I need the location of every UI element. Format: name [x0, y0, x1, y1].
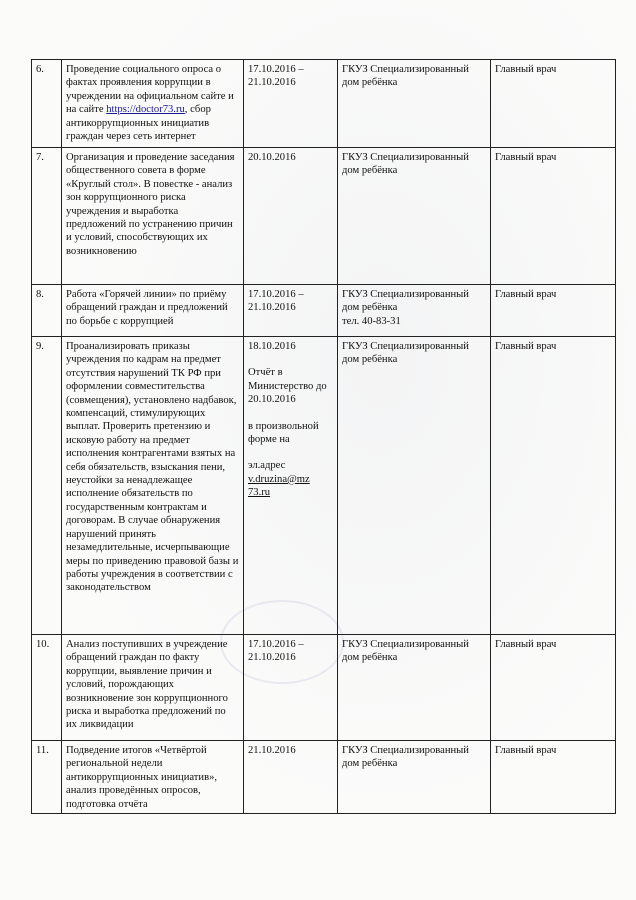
- organization-cell: ГКУЗ Специализированный дом ребёнка: [338, 337, 491, 635]
- activity-cell: Подведение итогов «Четвёртой региональной недели антикоррупционных инициатив», анализ проведённых опросов, подготовка отчёта: [62, 741, 244, 814]
- site-link[interactable]: https://doctor73.ru: [106, 104, 185, 116]
- organization-name: ГКУЗ Специализированный дом ребёнка: [342, 289, 469, 314]
- date-start: 17.10.2016 –: [248, 64, 304, 75]
- table-row: [32, 60, 616, 148]
- date-start: 17.10.2016 –: [248, 289, 304, 300]
- responsible-cell: Главный врач: [491, 285, 616, 337]
- report-format-note: в произвольной форме на: [248, 420, 319, 446]
- organization-cell: [338, 285, 491, 337]
- activity-text: Проведение социального опроса о фактах проявления коррупции в учреждении на официальном сайте и на сайте: [66, 64, 234, 116]
- row-number: 10.: [32, 635, 62, 741]
- date-value: 18.10.2016: [248, 341, 296, 352]
- table-row: [32, 285, 616, 337]
- date-end: 21.10.2016: [248, 302, 296, 314]
- organization-cell: ГКУЗ Специализированный дом ребёнка: [338, 148, 491, 285]
- email-label: эл.адрес: [248, 460, 286, 472]
- activity-cell: Анализ поступивших в учреждение обращений граждан по факту коррупции, выявление причин и условий, порождающих возникновение зон коррупционного риска и выработка предложений по их ликвидации: [62, 635, 244, 741]
- table-row: [32, 635, 616, 741]
- table-row: [32, 741, 616, 814]
- activity-text-continued: , сбор антикоррупционных инициатив граждан через сеть интернет: [66, 104, 211, 143]
- date-start: 17.10.2016 –: [248, 639, 304, 650]
- row-number: 6.: [32, 60, 62, 148]
- date-cell: [244, 337, 338, 635]
- report-note: Отчёт в Министерство до 20.10.2016: [248, 367, 327, 406]
- date-cell: 21.10.2016: [244, 741, 338, 814]
- date-cell: 20.10.2016: [244, 148, 338, 285]
- responsible-cell: Главный врач: [491, 60, 616, 148]
- activity-cell: Работа «Горячей линии» по приёму обращений граждан и предложений по борьбе с коррупцией: [62, 285, 244, 337]
- responsible-cell: Главный врач: [491, 741, 616, 814]
- responsible-cell: Главный врач: [491, 148, 616, 285]
- organization-cell: ГКУЗ Специализированный дом ребёнка: [338, 635, 491, 741]
- responsible-cell: Главный врач: [491, 635, 616, 741]
- responsible-cell: Главный врач: [491, 337, 616, 635]
- date-cell: [244, 635, 338, 741]
- events-plan-table: [31, 59, 616, 814]
- activity-cell: Организация и проведение заседания общественного совета в форме «Круглый стол». В повестке - анализ зон коррупционного риска учреждения и выработка предложений по устранению причин и условий, способствующих их возникновению: [62, 148, 244, 285]
- report-email-link[interactable]: v.druzina@mz 73.ru: [248, 473, 310, 499]
- date-end: 21.10.2016: [248, 77, 296, 89]
- date-cell: [244, 60, 338, 148]
- organization-cell: ГКУЗ Специализированный дом ребёнка: [338, 60, 491, 148]
- table-row: [32, 337, 616, 635]
- activity-cell: [62, 60, 244, 148]
- row-number: 8.: [32, 285, 62, 337]
- date-cell: [244, 285, 338, 337]
- organization-cell: ГКУЗ Специализированный дом ребёнка: [338, 741, 491, 814]
- table-row: [32, 148, 616, 285]
- activity-cell: Проанализировать приказы учреждения по кадрам на предмет отсутствия нарушений ТК РФ при оформлении совместительства (совмещения), установлено надбавок, компенсаций, стимулирующих выплат. Проверить претензию и исковую работу на предмет исполнения контрагентами взятых на себя обязательств, взыскания пени, неустойки за ненадлежащее исполнение обязательств по государственным контрактам и договорам. В случае обнаружения нарушений принять незамедлительные, исчерпывающие меры по приведению правовой базы и работы учреждения в соответствии с законодательством: [62, 337, 244, 635]
- hotline-phone: тел. 40-83-31: [342, 315, 401, 327]
- row-number: 11.: [32, 741, 62, 814]
- date-end: 21.10.2016: [248, 652, 296, 664]
- row-number: 9.: [32, 337, 62, 635]
- row-number: 7.: [32, 148, 62, 285]
